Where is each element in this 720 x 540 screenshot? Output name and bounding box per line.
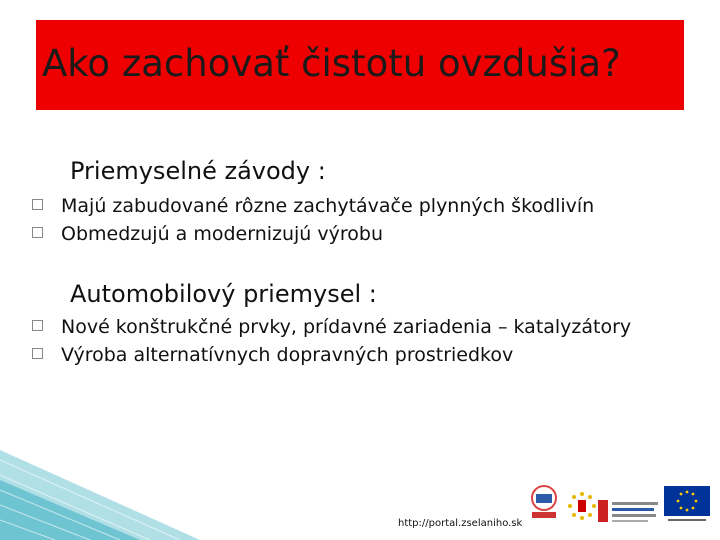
slide-title: Ako zachovať čistotu ovzdušia?	[42, 42, 621, 85]
section-heading-automotive: Automobilový priemysel :	[70, 280, 377, 308]
list-item: Obmedzujú a modernizujú výrobu	[32, 223, 383, 245]
school-logo-icon	[526, 484, 562, 522]
list-item: Výroba alternatívnych dopravných prostriedkov	[32, 344, 513, 366]
bullet-box-icon	[32, 348, 43, 359]
eu-flag-logo-icon	[664, 486, 710, 524]
list-item: Majú zabudované rôzne zachytávače plynných škodlivín	[32, 195, 594, 217]
list-item: Nové konštrukčné prvky, prídavné zariadenia – katalyzátory	[32, 316, 631, 338]
footer-url: http://portal.zselaniho.sk	[398, 518, 523, 529]
bullet-box-icon	[32, 320, 43, 331]
bullet-box-icon	[32, 199, 43, 210]
bullet-box-icon	[32, 227, 43, 238]
decorative-corner-graphic	[0, 440, 200, 540]
section-heading-industry: Priemyselné závody :	[70, 157, 326, 185]
agency-ministry-logo-icon	[598, 496, 662, 528]
esf-stars-logo-icon	[566, 490, 598, 522]
